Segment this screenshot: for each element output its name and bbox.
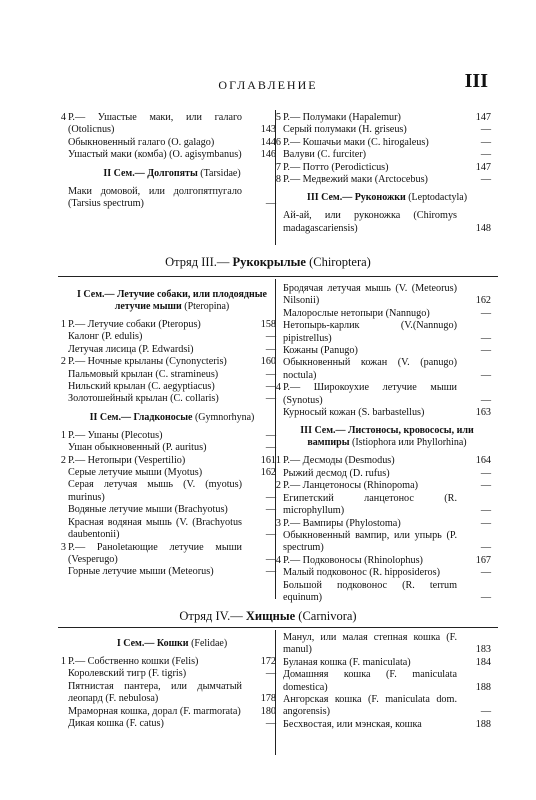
- order-heading-carnivora: [0, 609, 536, 624]
- toc-entry[interactable]: [68, 393, 276, 405]
- entry-text: Мраморная кошка, дорал (F. marmorata): [68, 705, 241, 717]
- order-latin: (Chiroptera): [309, 255, 371, 269]
- entry-number: 2: [275, 480, 281, 492]
- toc-entry[interactable]: [68, 186, 276, 211]
- entry-text: Золотошейный крылан (C. collaris): [68, 393, 219, 405]
- entry-page: 144: [260, 136, 276, 148]
- entry-page: —: [265, 718, 276, 730]
- block3-right-column: [283, 632, 491, 731]
- entry-text: Р.— Летучие собаки (Pteropus): [68, 319, 201, 330]
- entry-text: Домашняя кошка (F. maniculata domestica): [283, 669, 457, 693]
- toc-entry[interactable]: [275, 174, 491, 186]
- family-latin: (Felidae): [191, 638, 228, 649]
- entry-text: Буланая кошка (F. maniculata): [283, 656, 411, 668]
- toc-entry[interactable]: [283, 407, 491, 419]
- entry-text: Летучая лисица (P. Edwardsi): [68, 343, 194, 355]
- family-latin: (Istiophora или Phyllorhina): [352, 437, 467, 449]
- entry-page: —: [265, 429, 276, 441]
- toc-entry[interactable]: [60, 319, 276, 331]
- order-name: Рукокрылые: [232, 255, 306, 269]
- toc-entry[interactable]: [60, 541, 276, 567]
- entry-number: 4: [275, 554, 281, 566]
- family-label: III Сем.— Листоносы, кровососы, или вампиры: [300, 425, 474, 449]
- entry-page: —: [265, 529, 276, 541]
- entry-number: 2: [60, 454, 66, 466]
- order-latin: (Carnivora): [298, 609, 357, 623]
- entry-number: 7: [275, 161, 281, 173]
- block2-left-column: [60, 283, 276, 579]
- entry-text: Р.— Медвежий маки (Arctocebus): [283, 174, 428, 186]
- entry-page: —: [480, 505, 491, 517]
- entry-page: 180: [260, 705, 276, 717]
- entry-page: 172: [260, 656, 276, 667]
- entry-text: Ангорская кошка (F. maniculata dom. angorensis): [283, 694, 457, 718]
- toc-entry[interactable]: [275, 112, 491, 124]
- entry-page: —: [265, 504, 276, 516]
- family-label: I Сем.— Кошки: [116, 638, 189, 649]
- entry-text: Манул, или малая степная кошка (F. manul): [283, 632, 457, 656]
- entry-page: 147: [475, 161, 491, 173]
- entry-text: Р.— Собственно кошки (Felis): [68, 656, 199, 667]
- entry-text: Р.— Ланцетоносы (Rhinopoma): [283, 480, 418, 492]
- entry-text: Ай-ай, или руконожка (Chiromys madagascariensis): [283, 210, 457, 234]
- entry-page: —: [480, 174, 491, 186]
- family-heading: [68, 638, 276, 650]
- toc-entry[interactable]: [275, 455, 491, 467]
- entry-number: 1: [60, 656, 66, 667]
- entry-page: 164: [475, 455, 491, 467]
- entry-page: 162: [475, 295, 491, 307]
- section-rule: [58, 276, 498, 277]
- order-prefix: Отряд IV.—: [179, 609, 243, 623]
- entry-page: —: [265, 331, 276, 343]
- toc-entry[interactable]: [283, 320, 491, 345]
- toc-entry[interactable]: [68, 467, 276, 479]
- entry-page: —: [480, 124, 491, 136]
- entry-page: 146: [260, 149, 276, 161]
- entry-page: 178: [260, 693, 276, 705]
- entry-text: Валуви (C. furciter): [283, 149, 367, 161]
- entry-page: 161: [260, 454, 276, 466]
- entry-page: —: [480, 542, 491, 554]
- entry-text: Королевский тигр (F. tigris): [68, 668, 187, 680]
- entry-page: —: [480, 591, 491, 603]
- entry-page: —: [480, 369, 491, 381]
- entry-page: —: [480, 345, 491, 357]
- entry-text: Р.— Десмоды (Desmodus): [283, 455, 395, 467]
- entry-text: Бесхвостая, или мэнская, кошка: [283, 718, 422, 730]
- block1-right-column: [275, 112, 491, 235]
- entry-text: Нильский крылан (C. aegyptiacus): [68, 381, 215, 393]
- entry-page: —: [480, 149, 491, 161]
- family-latin: (Pteropina): [184, 301, 230, 312]
- entry-page: —: [480, 517, 491, 529]
- entry-page: 148: [475, 222, 491, 234]
- entry-text: Водяные летучие мыши (Brachyotus): [68, 504, 228, 516]
- entry-page: —: [480, 706, 491, 718]
- entry-text: Серая летучая мышь (V. (myotus) murinus): [68, 479, 242, 503]
- entry-page: —: [480, 136, 491, 148]
- toc-entry[interactable]: [68, 369, 276, 381]
- family-heading: [283, 425, 491, 449]
- column-divider: [275, 630, 276, 755]
- entry-number: 3: [275, 517, 281, 529]
- entry-page: —: [480, 394, 491, 406]
- toc-entry[interactable]: [283, 567, 491, 579]
- toc-entry[interactable]: [68, 137, 276, 149]
- entry-page: —: [265, 491, 276, 503]
- entry-text: Курносый кожан (S. barbastellus): [283, 407, 425, 419]
- toc-entry[interactable]: [275, 136, 491, 149]
- entry-text: Дикая кошка (F. catus): [68, 718, 164, 730]
- entry-text: Маки домовой, или долгопятпугало (Tarsius spectrum): [68, 185, 242, 210]
- entry-text: Ушан обыкновенный (P. auritus): [68, 442, 207, 454]
- toc-entry[interactable]: [60, 454, 276, 467]
- entry-number: 4: [60, 112, 66, 123]
- running-header-title: ОГЛАВЛЕНИЕ: [218, 78, 318, 92]
- entry-page: —: [480, 332, 491, 344]
- entry-text: Р.— Раноletающие летучие мыши (Vesperugo): [68, 541, 242, 565]
- toc-entry[interactable]: [283, 580, 491, 605]
- order-name: Хищные: [245, 609, 296, 623]
- family-latin: (Tarsidae): [200, 167, 241, 179]
- entry-page: —: [265, 566, 276, 578]
- toc-entry[interactable]: [283, 149, 491, 161]
- entry-text: Нетопырь-карлик (V.(Nannugo) pipistrellus): [283, 320, 457, 344]
- entry-page: —: [480, 307, 491, 319]
- entry-number: 8: [275, 174, 281, 186]
- toc-entry[interactable]: [275, 554, 491, 567]
- entry-text: Рыжий десмод (D. rufus): [283, 467, 390, 479]
- entry-page: 188: [475, 718, 491, 730]
- family-heading: [68, 412, 276, 424]
- toc-entry[interactable]: [283, 357, 491, 382]
- toc-entry[interactable]: [60, 356, 276, 368]
- entry-text: Калонг (P. edulis): [68, 331, 143, 343]
- toc-entry[interactable]: [68, 706, 276, 718]
- toc-entry[interactable]: [68, 517, 276, 542]
- toc-entry[interactable]: [283, 530, 491, 555]
- toc-entry[interactable]: [283, 632, 491, 657]
- entry-text: Р.— Потто (Perodicticus): [283, 161, 389, 173]
- entry-text: Р.— Ночные крыланы (Cynonycteris): [68, 356, 227, 368]
- toc-entry[interactable]: [68, 566, 276, 578]
- section-rule: [58, 627, 498, 628]
- entry-text: Красная водяная мышь (V. (Brachyotus daubentonii): [68, 516, 242, 541]
- family-latin: (Leptodactyla): [408, 192, 468, 204]
- toc-entry[interactable]: [283, 124, 491, 136]
- entry-page: 167: [475, 554, 491, 566]
- entry-text: Малорослые нетопыри (Nannugo): [283, 307, 430, 319]
- toc-entry[interactable]: [68, 331, 276, 343]
- entry-text: Р.— Ушастые маки, или галаго (Otolicnus): [68, 112, 242, 136]
- entry-page: 158: [260, 319, 276, 330]
- block2-right-column: [275, 283, 491, 604]
- entry-text: Кожаны (Panugo): [283, 345, 358, 357]
- toc-entry[interactable]: [283, 493, 491, 518]
- entry-number: 1: [60, 429, 66, 441]
- toc-entry[interactable]: [68, 149, 276, 161]
- order-heading-chiroptera: [0, 255, 536, 270]
- toc-entry[interactable]: [275, 517, 491, 530]
- order-prefix: Отряд III.—: [165, 255, 230, 269]
- entry-text: Серый полумаки (H. griseus): [283, 124, 407, 136]
- entry-text: Пальмовый крылан (C. stramineus): [68, 368, 219, 380]
- entry-page: 162: [260, 467, 276, 479]
- toc-entry[interactable]: [68, 344, 276, 356]
- toc-entry[interactable]: [68, 681, 276, 706]
- entry-page: —: [265, 442, 276, 454]
- entry-number: 4: [275, 382, 281, 394]
- family-label: I Сем.— Летучие собаки, или плодоядные летучие мыши: [77, 289, 267, 312]
- entry-number: 1: [275, 455, 281, 467]
- family-label: II Сем.— Долгопяты: [103, 167, 198, 179]
- entry-text: Серые летучие мыши (Myotus): [68, 467, 203, 479]
- entry-text: Обыкновенный кожан (V. (panugo) noctula): [283, 357, 457, 381]
- toc-entry[interactable]: [68, 504, 276, 516]
- entry-text: Обыкновенный вампир, или упырь (P. spectrum): [283, 529, 457, 554]
- entry-text: Обыкновенный галаго (O. galago): [68, 136, 215, 148]
- entry-number: 3: [60, 541, 66, 553]
- entry-number: 6: [275, 136, 281, 148]
- toc-entry[interactable]: [68, 718, 276, 730]
- entry-text: Пятнистая пантера, или дымчатый леопард (F. nebulosa): [68, 680, 242, 705]
- entry-text: Р.— Кошачьи маки (C. hirogaleus): [283, 136, 429, 148]
- entry-page: 143: [260, 124, 276, 136]
- entry-text: Египетский ланцетонос (R. microphyllum): [283, 492, 457, 517]
- entry-page: —: [265, 198, 276, 210]
- toc-entry[interactable]: [275, 382, 491, 407]
- entry-page: —: [480, 567, 491, 579]
- toc-entry[interactable]: [68, 381, 276, 393]
- entry-text: Р.— Нетопыри (Vespertilio): [68, 454, 186, 466]
- entry-number: 2: [60, 356, 66, 368]
- entry-page: 184: [475, 656, 491, 668]
- entry-page: —: [265, 668, 276, 680]
- toc-entry[interactable]: [283, 468, 491, 480]
- entry-number: 5: [275, 112, 281, 123]
- toc-entry[interactable]: [275, 161, 491, 174]
- column-divider: [275, 279, 276, 599]
- toc-entry[interactable]: [60, 112, 276, 137]
- toc-entry[interactable]: [283, 719, 491, 731]
- entry-text: Р.— Ушаны (Plecotus): [68, 429, 163, 441]
- entry-page: —: [265, 393, 276, 405]
- entry-page: 163: [475, 407, 491, 419]
- family-heading: [283, 192, 491, 204]
- entry-page: 160: [260, 356, 276, 368]
- entry-page: 183: [475, 644, 491, 656]
- entry-page: 147: [475, 112, 491, 123]
- entry-page: —: [265, 381, 276, 393]
- page-number: III: [464, 70, 488, 92]
- toc-entry[interactable]: [60, 656, 276, 668]
- entry-text: Горные летучие мыши (Meteorus): [68, 566, 214, 578]
- toc-entry[interactable]: [60, 429, 276, 442]
- entry-text: Малый подковонос (R. hipposideros): [283, 567, 441, 579]
- entry-page: —: [480, 467, 491, 479]
- entry-number: 1: [60, 319, 66, 330]
- block3-left-column: [60, 632, 276, 730]
- toc-entry[interactable]: [68, 668, 276, 680]
- family-heading: [68, 289, 276, 313]
- family-label: II Сем.— Гладконосые: [89, 411, 193, 423]
- entry-text: Р.— Полумаки (Hapalemur): [283, 112, 401, 123]
- entry-text: Большой подковонос (R. terrum equinum): [283, 579, 457, 603]
- entry-text: Р.— Широкоухие летучие мыши (Synotus): [283, 382, 457, 406]
- toc-entry[interactable]: [283, 210, 491, 235]
- toc-entry[interactable]: [283, 283, 491, 308]
- entry-text: Р.— Подковоносы (Rhinolophus): [283, 554, 423, 566]
- toc-entry[interactable]: [283, 657, 491, 669]
- block1-left-column: [60, 112, 276, 210]
- entry-text: Р.— Вампиры (Phylostoma): [283, 517, 401, 529]
- toc-entry[interactable]: [275, 480, 491, 492]
- entry-page: —: [265, 343, 276, 355]
- entry-page: —: [480, 480, 491, 492]
- entry-page: —: [265, 553, 276, 565]
- toc-entry[interactable]: [283, 669, 491, 694]
- toc-entry[interactable]: [68, 442, 276, 454]
- family-label: III Сем.— Руконожки: [306, 192, 406, 204]
- toc-entry[interactable]: [283, 694, 491, 719]
- toc-entry[interactable]: [68, 479, 276, 504]
- family-heading: [68, 168, 276, 180]
- entry-page: 188: [475, 681, 491, 693]
- entry-text: Ушастый маки (комба) (O. agisymbanus): [68, 149, 242, 161]
- entry-text: Бродячая летучая мышь (V. (Meteorus) Nilsonii): [283, 283, 457, 307]
- toc-entry[interactable]: [283, 308, 491, 320]
- family-latin: (Gymnorhyna): [194, 411, 255, 423]
- entry-page: —: [265, 368, 276, 380]
- toc-entry[interactable]: [283, 345, 491, 357]
